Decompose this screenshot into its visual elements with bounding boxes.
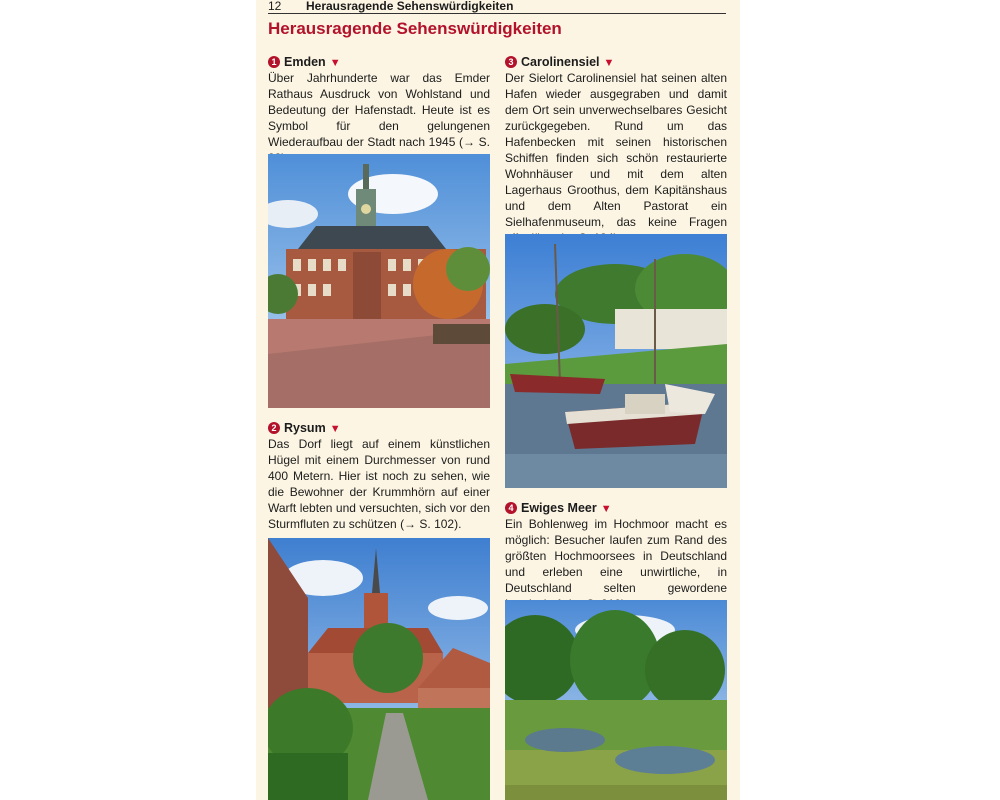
sight-heading-ewiges-meer	[505, 500, 612, 516]
marker-triangle-icon: ▼	[603, 57, 615, 69]
sight-number-badge: 3	[505, 56, 517, 68]
marker-triangle-icon: ▼	[600, 503, 612, 515]
sight-text-ewiges-meer: Ein Bohlenweg im Hochmoor macht es möglich: Besucher laufen zum Rand des größten Hochmoorsees in Deutschland und erleben eine unwirtliche, in Deutschland selten gewordene	[505, 517, 727, 595]
photo-rysum-church	[268, 538, 490, 800]
marker-triangle-icon: ▼	[329, 423, 341, 435]
sight-heading-rysum	[268, 420, 341, 436]
sight-name: Carolinensiel	[521, 55, 600, 69]
marker-triangle-icon: ▼	[329, 57, 341, 69]
sight-number-badge: 4	[505, 502, 517, 514]
sight-heading-emden	[268, 54, 341, 70]
book-page	[256, 0, 740, 800]
running-head-section: Herausragende Sehenswürdigkeiten	[306, 0, 514, 13]
sight-text-carolinensiel: Der Sielort Carolinensiel hat seinen alten Hafen wieder ausgegraben und damit dem Ort sein unverwechselbares Gesicht zurückgegeben. Rund um das Hafenbecken mit seinen historischen Schiffen finden sich schön restaurierte Wohnhäuser und mit dem alten Lagerhaus Groothus, dem Kapitänshaus und dem Alten Pastorat ein Sielhafenmuseum, das keine Fragen	[505, 71, 727, 229]
sight-name: Ewiges Meer	[521, 501, 597, 515]
sight-number-badge: 1	[268, 56, 280, 68]
sight-name: Rysum	[284, 421, 326, 435]
sight-text-rysum: Das Dorf liegt auf einem künstlichen Hügel mit einem Durchmesser von rund 400 Metern. Hier ist noch zu sehen, wie die Bewohner der Krummhörn auf einer Warft lebten und versuchten, sich vor den Sturmfluten zu schützen (→ S. 102).	[268, 437, 490, 531]
photo-ewiges-meer-moor	[505, 600, 727, 800]
sight-number-badge: 2	[268, 422, 280, 434]
photo-emden-rathaus	[268, 154, 490, 408]
page-title: Herausragende Sehenswürdigkeiten	[268, 19, 562, 38]
running-head	[268, 0, 726, 14]
sight-text-emden: Über Jahrhunderte war das Emder Rathaus Ausdruck von Wohlstand und Bedeutung der Hafenstadt. Heute ist es Symbol für den gelungenen Wiederaufbau der Stadt nach 1945 (→ S.	[268, 71, 490, 149]
sight-heading-carolinensiel	[505, 54, 614, 70]
page-number: 12	[268, 0, 282, 13]
photo-carolinensiel-harbour	[505, 234, 727, 488]
sight-name: Emden	[284, 55, 326, 69]
